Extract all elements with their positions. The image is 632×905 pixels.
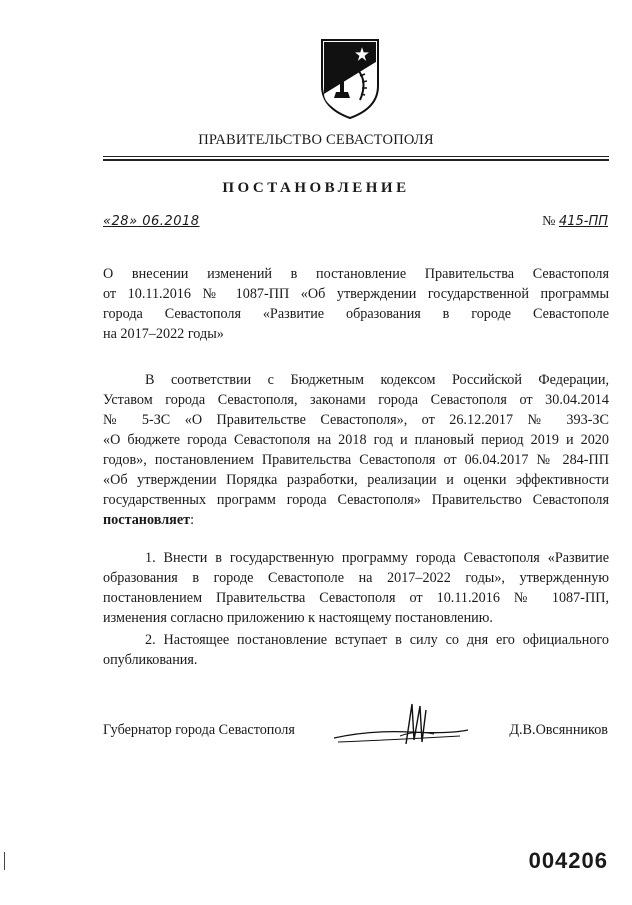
preamble-paragraph bbox=[103, 370, 609, 530]
date-close-quote: » bbox=[129, 214, 138, 229]
preamble-line: «О бюджете города Севастополя на 2018 год и плановый период 2019 и 2020 bbox=[103, 432, 609, 448]
decree-word: постановляет bbox=[103, 512, 191, 528]
item-1-line: образования в городе Севастополе на 2017–2022 годы», утвержденную bbox=[103, 570, 609, 586]
number-prefix: № bbox=[542, 214, 556, 229]
item-2-line: опубликования. bbox=[103, 652, 198, 668]
preamble-line: В соответствии с Бюджетным кодексом Российской Федерации, bbox=[145, 372, 609, 388]
decree-colon: : bbox=[190, 512, 195, 528]
decree-line bbox=[103, 510, 609, 530]
number-value: 415-ПП bbox=[558, 214, 608, 229]
margin-mark bbox=[4, 852, 5, 870]
government-title: ПРАВИТЕЛЬСТВО СЕВАСТОПОЛЯ bbox=[198, 132, 434, 148]
date-month-year: 06.2018 bbox=[142, 214, 200, 229]
item-2-line: 2. Настоящее постановление вступает в силу со дня его официального bbox=[145, 632, 609, 648]
preamble-line: Уставом города Севастополя, законами города Севастополя от 30.04.2014 bbox=[103, 392, 609, 408]
preamble-line: «Об утверждении Порядка разработки, реализации и оценки эффективности bbox=[103, 472, 609, 488]
item-1-paragraph bbox=[103, 548, 609, 628]
signatory-name: Д.В.Овсянников bbox=[509, 722, 608, 738]
serial-number: 004206 bbox=[528, 848, 608, 873]
header-rule-thick bbox=[103, 159, 609, 161]
item-1-line: изменения согласно приложению к настоящему постановлению. bbox=[103, 610, 493, 626]
subject-line: от 10.11.2016 № 1087-ПП «Об утверждении государственной программы bbox=[103, 286, 609, 302]
subject-block bbox=[103, 264, 609, 344]
item-1-line: 1. Внести в государственную программу города Севастополя «Развитие bbox=[145, 550, 609, 566]
header-rule-thin bbox=[103, 156, 609, 157]
signature-icon bbox=[330, 700, 470, 748]
item-1-line: постановлением Правительства Севастополя от 10.11.2016 № 1087-ПП, bbox=[103, 590, 609, 606]
preamble-line: годов», постановлением Правительства Севастополя от 06.04.2017 № 284-ПП bbox=[103, 452, 609, 468]
coat-of-arms-icon bbox=[318, 36, 382, 120]
signatory-position: Губернатор города Севастополя bbox=[103, 722, 295, 738]
document-type: ПОСТАНОВЛЕНИЕ bbox=[222, 180, 410, 196]
preamble-line: государственных программ города Севастополя» Правительство Севастополя bbox=[103, 492, 609, 508]
item-2-paragraph bbox=[103, 630, 609, 670]
document-date bbox=[103, 214, 200, 230]
subject-line: города Севастополя «Развитие образования в городе Севастополе bbox=[103, 306, 609, 322]
subject-line: О внесении изменений в постановление Правительства Севастополя bbox=[103, 266, 609, 282]
subject-line: на 2017–2022 годы» bbox=[103, 326, 224, 342]
document-number bbox=[542, 214, 608, 230]
date-open-quote: « bbox=[103, 214, 112, 229]
preamble-line: № 5-ЗС «О Правительстве Севастополя», от 26.12.2017 № 393-ЗС bbox=[103, 412, 609, 428]
date-day: 28 bbox=[111, 214, 130, 229]
